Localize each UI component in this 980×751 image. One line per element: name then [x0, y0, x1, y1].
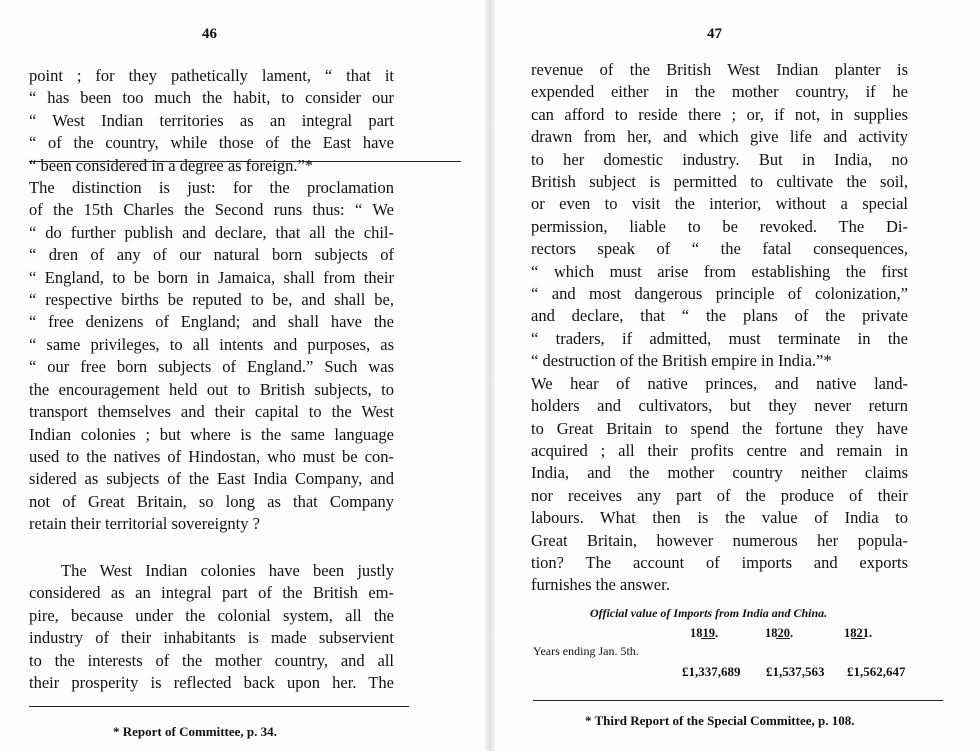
text-line: to Great Britain to spend the fortune they have — [531, 418, 908, 438]
table-value-1821: £1,562,647 — [847, 664, 906, 679]
text-line: British subject is permitted to cultivate the soil, — [531, 172, 908, 192]
text-line: “ free denizens of England; and shall have the — [29, 312, 394, 332]
text-line: nor receives any part of the produce of their — [531, 485, 908, 505]
table-row-label: Years ending Jan. 5th. — [533, 644, 639, 658]
text-line: can afford to reside there ; or, if not, in supplies — [531, 104, 908, 124]
text-line: or even to visit the interior, without a special — [531, 194, 908, 214]
quote-rule — [29, 161, 461, 162]
text-line: “ destruction of the British empire in India.”* — [531, 351, 832, 371]
text-line: The distinction is just: for the proclamation — [29, 178, 394, 198]
footnote-rule — [29, 706, 409, 707]
text-line: expended either in the mother country, if he — [531, 82, 908, 102]
footnote-rule — [533, 700, 943, 701]
table-year-1820: 1820. — [765, 626, 794, 640]
text-line: not of Great Britain, so long as that Company — [29, 491, 394, 511]
table-caption: Official value of Imports from India and China. — [590, 606, 828, 620]
table-dash — [776, 638, 790, 639]
text-line: Great Britain, however numerous her popula- — [531, 530, 908, 550]
table-value-1819: £1,337,689 — [682, 664, 741, 679]
text-line: to her domestic industry. But in India, no — [531, 149, 908, 169]
text-line: rectors speak of “ the fatal consequences, — [531, 239, 908, 259]
text-line: revenue of the British West Indian planter is — [531, 60, 908, 79]
text-line: “ respective births be reputed to be, and shall be, — [29, 290, 394, 310]
text-line: “ West Indian territories as an integral part — [29, 110, 394, 130]
text-line: “ our free born subjects of England.” Such was — [29, 357, 394, 377]
table-year-1819: 1819. — [690, 626, 719, 640]
text-line: India, and the mother country neither claims — [531, 463, 908, 483]
text-line: the encouragement held out to British subjects, to — [29, 379, 394, 399]
text-line: pire, because under the colonial system, all the — [29, 605, 394, 625]
text-line: considered as an integral part of the British em- — [29, 583, 394, 603]
text-line: “ England, to be born in Jamaica, shall from their — [29, 267, 394, 287]
text-line: and declare, that “ the plans of the private — [531, 306, 908, 326]
text-line: “ and most dangerous principle of colonization,” — [531, 284, 908, 304]
table-dash — [851, 638, 865, 639]
footnote: * Report of Committee, p. 34. — [113, 724, 277, 739]
text-line: “ do further publish and declare, that all the chil- — [29, 222, 394, 242]
text-line: furnishes the answer. — [531, 575, 670, 595]
text-line: “ same privileges, to all intents and purposes, as — [29, 334, 394, 354]
text-line: point ; for they pathetically lament, “ that it — [29, 66, 394, 85]
text-line: their prosperity is reflected back upon her. The — [29, 673, 394, 693]
text-line: used to the natives of Hindostan, who must be con- — [29, 446, 394, 466]
page-number: 47 — [707, 26, 722, 42]
book-gutter — [485, 0, 495, 751]
left-page — [0, 0, 485, 751]
text-line: We hear of native princes, and native land- — [531, 373, 908, 393]
text-line: “ of the country, while those of the East have — [29, 133, 394, 153]
text-line: tion? The account of imports and exports — [531, 552, 908, 572]
text-line: retain their territorial sovereignty ? — [29, 514, 260, 534]
footnote: * Third Report of the Special Committee, p. 108. — [585, 713, 855, 728]
text-line: “ traders, if admitted, must terminate in the — [531, 328, 908, 348]
right-page — [495, 0, 980, 751]
left-paragraph-1 — [29, 65, 394, 536]
text-line: labours. What then is the value of India to — [531, 508, 908, 528]
text-line: sidered as subjects of the East India Company, and — [29, 469, 394, 489]
left-paragraph-2 — [29, 560, 394, 694]
table-value-1820: £1,537,563 — [766, 664, 825, 679]
text-line: “ has been too much the habit, to consider our — [29, 88, 394, 108]
text-line: of the 15th Charles the Second runs thus: “ We — [29, 200, 394, 220]
page-number: 46 — [202, 26, 217, 42]
text-line: drawn from her, and which give life and activity — [531, 127, 908, 147]
text-line: The West Indian colonies have been justly — [61, 561, 394, 580]
text-line: holders and cultivators, but they never return — [531, 396, 908, 416]
text-line: transport themselves and their capital to the West — [29, 402, 394, 422]
right-paragraph-1 — [531, 59, 908, 597]
text-line: “ dren of any of our natural born subjects of — [29, 245, 394, 265]
text-line: industry of their inhabitants is made subservient — [29, 628, 394, 648]
text-line: to the interests of the mother country, and all — [29, 650, 394, 670]
text-line: “ been considered in a degree as foreign.”* — [29, 155, 314, 175]
text-line: acquired ; all their profits centre and remain in — [531, 440, 908, 460]
text-line: permission, liable to be revoked. The Di- — [531, 216, 908, 236]
table-dash — [701, 638, 715, 639]
text-line: Indian colonies ; but where is the same language — [29, 424, 394, 444]
text-line: “ which must arise from establishing the first — [531, 261, 908, 281]
table-year-1821: 1821. — [844, 626, 873, 640]
